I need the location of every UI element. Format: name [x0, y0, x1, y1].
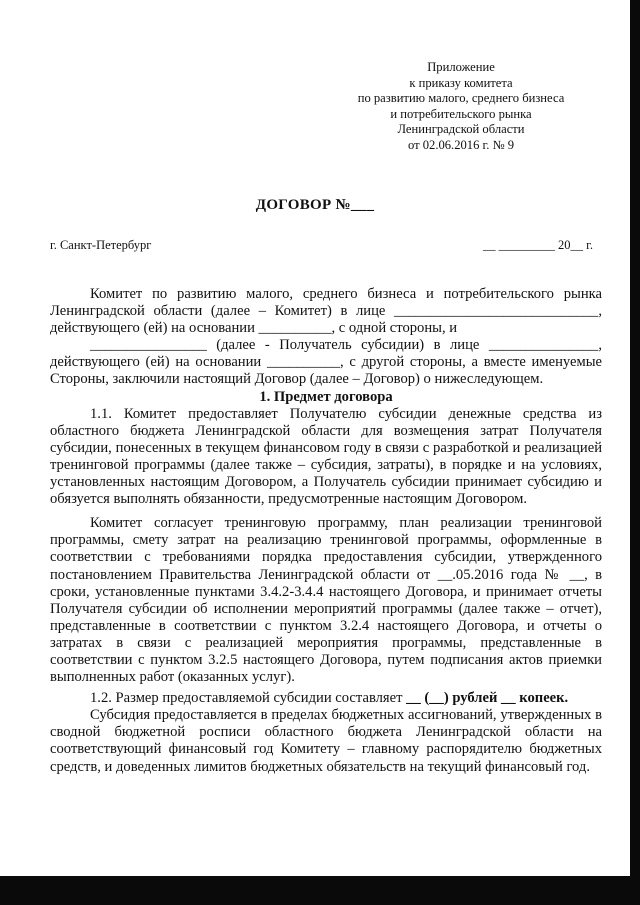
contract-city: г. Санкт-Петербург	[50, 238, 152, 252]
appendix-line: и потребительского рынка	[390, 106, 532, 121]
appendix-block	[352, 60, 570, 153]
appendix-line: Приложение	[427, 60, 495, 74]
section-heading: 1. Предмет договора	[259, 388, 393, 405]
clause-1-2	[50, 690, 602, 707]
intro-paragraph-recipient: ________________ (далее - Получатель субсидии) в лице _______________, действующего (ей) на основании __________, с другой стороны, а вместе именуемые Стороны, заключили настоящий Договор (далее – Договор) о нижеследующем.	[50, 337, 602, 388]
appendix-line: Ленинградской области	[397, 122, 525, 136]
subsidy-amount: __ (__) рублей __ копеек.	[406, 690, 569, 707]
scan-border-bottom	[0, 876, 640, 905]
clause-1-1: 1.1. Комитет предоставляет Получателю субсидии денежные средства из областного бюджета Ленинградской области для возмещения затрат Получателя субсидии, понесенных в текущем финансовом году в связи с разработкой и реализацией тренинговой программы (далее также – субсидия, затраты), в порядке и на условиях, установленных настоящим Договором, а Получатель субсидии принимает субсидию и обязуется выполнять обязанности, предусмотренные настоящим Договором.	[50, 405, 602, 508]
clause-1-2-text: 1.2. Размер предоставляемой субсидии составляет	[90, 690, 407, 707]
appendix-line: к приказу комитета	[409, 75, 513, 90]
clause-1-1-approval: Комитет согласует тренинговую программу, план реализации тренинговой программы, смету затрат на реализацию тренинговой программы, оформленные в соответствии с требованиями порядка предоставления субсидии, утвержденного постановлением Правительства Ленинградской области от __.05.2016 года № __, в сроки, установленные пунктами 3.4.2-3.4.4 настоящего Договора, и принимает отчеты Получателя субсидии об исполнении мероприятий программы (далее также – отчет), представленные в соответствии с пунктом 3.2.4 настоящего Договора, и отчеты о затратах в связи с реализацией мероприятия программы, представленные в соответствии с пунктом 3.2.5 настоящего Договора, путем подписания актов приемки выполненных работ (оказанных услуг).	[50, 515, 602, 686]
appendix-line: по развитию малого, среднего бизнеса	[357, 91, 565, 105]
contract-date: __ _________ 20__ г.	[483, 238, 593, 252]
clause-1-2-limits: Субсидия предоставляется в пределах бюджетных ассигнований, утвержденных в сводной бюджетной росписи областного бюджета Ленинградской области на соответствующий финансовый год Комитету – главному распорядителю бюджетных средств, и доведенных лимитов бюджетных обязательств на текущий финансовый год.	[50, 707, 602, 775]
appendix-line: от 02.06.2016 г. № 9	[407, 137, 515, 152]
contract-body	[50, 286, 602, 776]
contract-title: ДОГОВОР №___	[255, 197, 375, 213]
intro-paragraph-committee: Комитет по развитию малого, среднего бизнеса и потребительского рынка Ленинградской области (далее – Комитет) в лице ____________________________, действующего (ей) на основании __________, с одной стороны, и	[50, 286, 602, 337]
scan-border-right	[630, 0, 640, 905]
